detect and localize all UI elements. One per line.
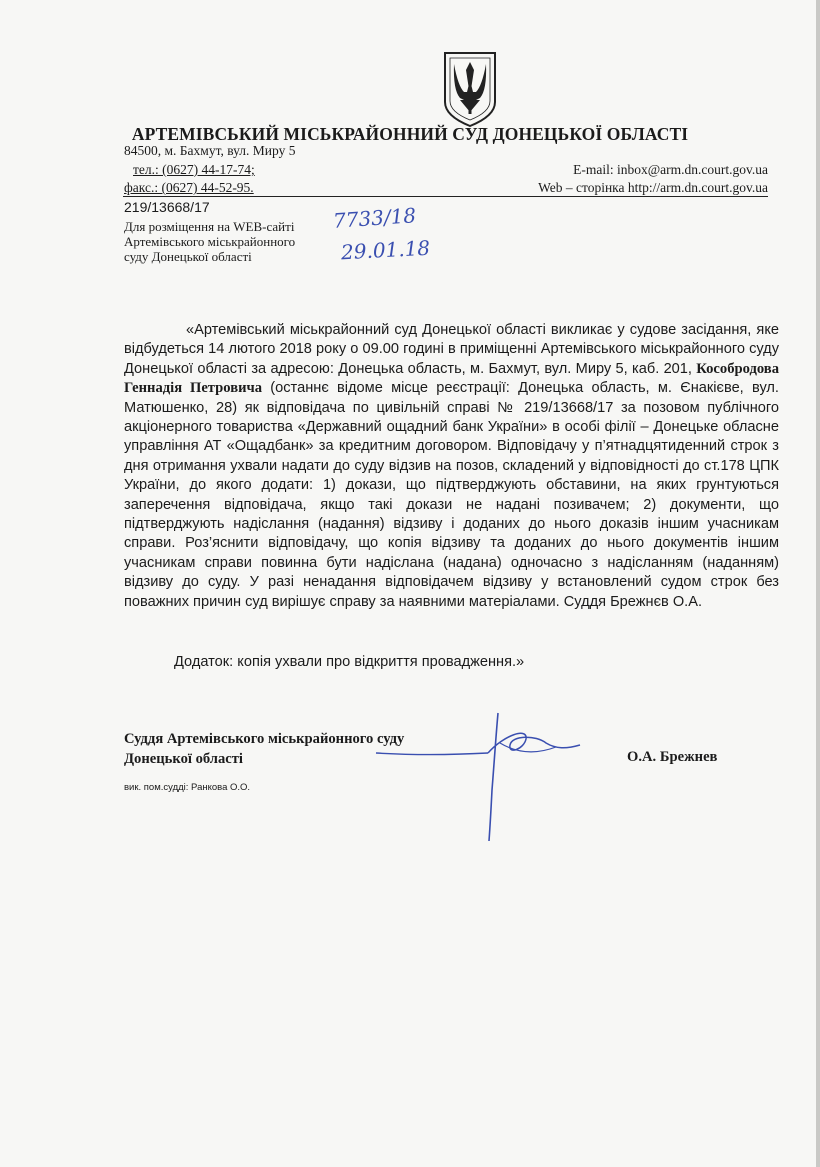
- summons-text-start: «Артемівський міськрайонний суд Донецької області викликає у судове засідання, яке відбудеться 14 лютого 2018 року о 09.00 годині в приміщенні Артемівського міськрайонного суду Донецької області за адресою: Донецька область, м. Бахмут, вул. Миру 5, каб. 201,: [124, 322, 779, 377]
- handwritten-reg-number: 7733/18: [332, 203, 417, 233]
- phone-text: тел.: (0627) 44-17-74;: [133, 162, 255, 177]
- placement-line-3: суду Донецької області: [124, 249, 252, 264]
- case-number: 219/13668/17: [124, 199, 210, 215]
- judge-title-line-1: Суддя Артемівського міськрайонного суду: [124, 731, 405, 747]
- summons-text-rest: (останнє відоме місце реєстрації: Донецька область, м. Єнакієве, вул. Матюшенко, 28) як відповідача по цивільній справі № 219/13668/17 за позовом публічного акціонерного товариства «Державний ощадний банк України» в особі філії – Донецьке обласне управління АТ «Ощадбанк» за кредитним договором. Відповідачу у п’ятнадцятиденний строк з дня отримання ухвали надати до суду відзив на позов, складений у відповідності до ст.178 ЦПК України, до якого додати: 1) докази, що підтверджують обставини, на яких грунтуються заперечення відповідача, якщо такі докази не надані позивачем; 2) документи, що підтверджують надіслання (надання) відзиву і доданих до нього доказів іншим учасникам справи. Роз’яснити відповідачу, що копія відзиву та доданих до нього документів іншим учасникам справи повинна бути надіслана (надана) одночасно з надісланням (наданням) відзиву до суду. У разі ненадання відповідачем відзиву у встановлений судом строк без поважних причин суд вирішує справу за наявними матеріалами. Суддя Брежнєв О.А.: [124, 380, 779, 610]
- court-name-heading: АРТЕМІВСЬКИЙ МІСЬКРАЙОННИЙ СУД ДОНЕЦЬКОЇ ОБЛАСТІ: [131, 124, 689, 144]
- handwritten-date: 29.01.18: [340, 235, 431, 265]
- placement-line-2: Артемівського міськрайонного: [124, 234, 296, 249]
- scan-edge: [816, 0, 820, 1167]
- judge-name: О.А. Брежнев: [627, 749, 718, 765]
- annex-line: Додаток: копія ухвали про відкриття провадження.»: [174, 654, 525, 670]
- assistant-note: вик. пом.судді: Ранкова О.О.: [124, 782, 251, 793]
- judge-title: [124, 729, 404, 769]
- placement-note: [124, 219, 295, 264]
- trident-emblem-icon: [442, 50, 498, 128]
- handwritten-signature: [370, 705, 590, 845]
- defendant-name: Кособродова Геннадія Петровича: [124, 360, 779, 397]
- court-phone: [133, 162, 255, 178]
- court-website: Web – сторінка http://arm.dn.court.gov.ua: [538, 180, 768, 195]
- court-address: 84500, м. Бахмут, вул. Миру 5: [124, 143, 296, 158]
- summons-text: [124, 321, 779, 612]
- court-email: E-mail: inbox@arm.dn.court.gov.ua: [573, 162, 768, 177]
- header-divider: [123, 196, 768, 197]
- judge-title-line-2: Донецької області: [124, 751, 243, 767]
- placement-line-1: Для розміщення на WEB-сайті: [124, 219, 295, 234]
- fax-text: факс.: (0627) 44-52-95.: [124, 180, 254, 195]
- court-fax: [124, 180, 254, 196]
